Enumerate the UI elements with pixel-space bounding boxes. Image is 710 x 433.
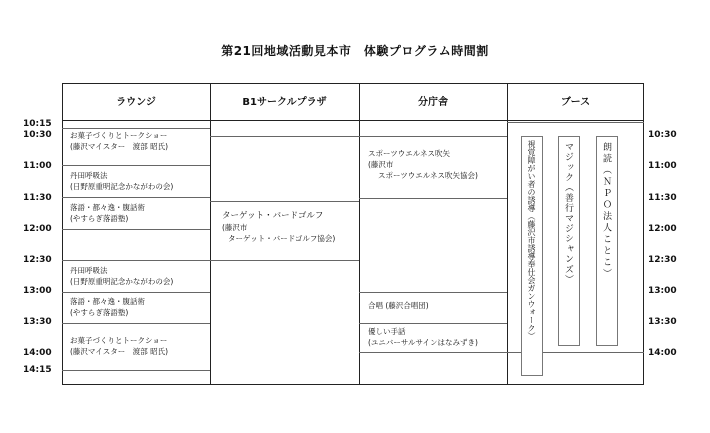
event-circle-plaza [222, 210, 335, 244]
row-divider [210, 201, 359, 202]
event-host: (日野原重明記念かながわの会) [70, 182, 174, 191]
column-header-booth: ブース [560, 97, 591, 108]
time-label: 10:30 [23, 130, 52, 140]
event-host: (ユニバーサルサインはなみずき) [368, 338, 478, 347]
event-title: 落語・都々逸・腹話術 [70, 203, 145, 212]
event-host: (やすらぎ落語塾) [70, 308, 129, 317]
event-branch-office [368, 326, 478, 348]
row-divider [62, 323, 210, 324]
time-label: 11:00 [648, 161, 677, 171]
event-title: お菓子づくりとトークショー [70, 336, 168, 345]
row-divider [62, 197, 210, 198]
event-title: スポーツウエルネス吹矢 [368, 149, 450, 158]
time-label: 11:00 [23, 161, 52, 171]
time-label: 14:15 [23, 365, 52, 375]
event-host: (日野原重明記念かながわの会) [70, 277, 174, 286]
row-divider [210, 136, 359, 137]
event-lounge [70, 202, 145, 224]
row-divider [359, 323, 507, 324]
event-host: (藤沢マイスター 渡部 昭氏) [70, 142, 169, 151]
row-divider [359, 136, 507, 137]
row-divider [210, 260, 359, 261]
event-title: 落語・都々逸・腹話術 [70, 297, 145, 306]
time-label: 13:00 [648, 286, 677, 296]
event-host: (藤沢市 [222, 223, 248, 232]
event-title: お菓子づくりとトークショー [70, 131, 168, 140]
time-label: 12:00 [648, 224, 677, 234]
row-divider [62, 128, 210, 129]
row-divider [62, 165, 210, 166]
event-lounge [70, 335, 168, 357]
column-divider [210, 83, 211, 385]
page-title: 第21回地域活動見本市 体験プログラム時間割 [221, 44, 489, 58]
column-header-branch-office: 分庁舎 [418, 97, 448, 108]
time-label: 13:30 [23, 317, 52, 327]
time-label: 11:30 [648, 193, 677, 203]
event-host: (藤沢マイスター 渡部 昭氏) [70, 347, 169, 356]
time-label: 11:30 [23, 193, 52, 203]
time-label: 13:00 [23, 286, 52, 296]
event-title: ターゲット・バードゴルフ [222, 211, 324, 221]
time-label: 12:00 [23, 224, 52, 234]
event-host: ターゲット・バードゴルフ協会) [228, 234, 336, 243]
column-divider [359, 83, 360, 385]
event-lounge [70, 130, 168, 152]
event-title: 優しい手話 [368, 327, 406, 336]
booth-event-guide: 視覚障がい者の誘導（藤沢市誘導奉仕会ガンウォーク） [527, 140, 536, 340]
event-host: (藤沢市 [368, 160, 394, 169]
event-title: 丹田呼吸法 [70, 171, 108, 180]
column-header-lounge: ラウンジ [116, 97, 156, 108]
event-host: スポーツウエルネス吹矢協会) [378, 171, 478, 180]
event-branch-office [368, 300, 429, 311]
row-divider [359, 198, 507, 199]
time-label: 10:15 [23, 119, 52, 129]
row-divider [62, 370, 210, 371]
time-label: 10:30 [648, 130, 677, 140]
event-title: 合唱 (藤沢合唱団) [368, 301, 429, 310]
event-lounge [70, 265, 173, 287]
booth-event-magic: マジック（善行マジシャンズ） [563, 142, 573, 285]
event-lounge [70, 170, 173, 192]
time-label: 12:30 [648, 255, 677, 265]
booth-event-reading: 朗読（ＮＰＯ法人ことこ） [601, 142, 611, 280]
event-lounge [70, 296, 145, 318]
row-divider [62, 292, 210, 293]
event-title: 丹田呼吸法 [70, 266, 108, 275]
time-label: 12:30 [23, 255, 52, 265]
row-divider [62, 229, 210, 230]
row-divider [62, 260, 210, 261]
row-divider [359, 292, 507, 293]
time-label: 13:30 [648, 317, 677, 327]
time-label: 14:00 [23, 348, 52, 358]
column-divider [507, 83, 508, 385]
event-branch-office [368, 148, 478, 181]
row-divider [359, 352, 507, 353]
event-host: (やすらぎ落語塾) [70, 214, 129, 223]
time-label: 14:00 [648, 348, 677, 358]
row-divider [507, 122, 644, 123]
column-header-circle-plaza: B1サークルプラザ [242, 97, 327, 108]
header-divider [62, 120, 644, 121]
